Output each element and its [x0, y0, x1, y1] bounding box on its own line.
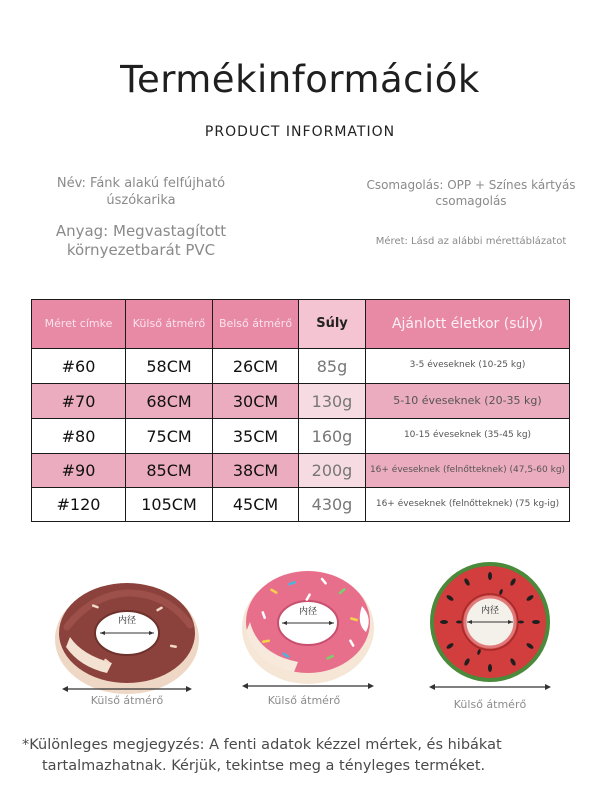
header-weight: Súly	[299, 300, 366, 349]
cell-weight: 430g	[299, 488, 366, 522]
cell-inner: 30CM	[213, 384, 299, 419]
inner-diameter-label: 内径	[117, 616, 136, 626]
cell-inner: 38CM	[213, 454, 299, 488]
page-title: Termékinformációk	[120, 58, 480, 101]
chocolate-donut-ring-image	[52, 575, 202, 700]
cell-weight: 85g	[299, 349, 366, 384]
header-size-label: Méret címke	[32, 300, 126, 349]
special-note	[22, 735, 582, 777]
info-size: Méret: Lásd az alábbi mérettáblázatot	[375, 236, 567, 247]
table-header-row	[32, 300, 570, 349]
cell-label: #120	[32, 488, 126, 522]
table-row	[32, 419, 570, 454]
info-material: Anyag: Megvastagított környezetbarát PVC	[55, 222, 227, 259]
table-row	[32, 349, 570, 384]
cell-age: 10-15 éveseknek (35-45 kg)	[366, 419, 570, 454]
cell-outer: 105CM	[126, 488, 213, 522]
cell-weight: 200g	[299, 454, 366, 488]
cell-weight: 160g	[299, 419, 366, 454]
cell-age: 5-10 éveseknek (20-35 kg)	[366, 384, 570, 419]
info-name: Név: Fánk alakú felfújható úszókarika	[56, 176, 226, 208]
cell-inner: 35CM	[213, 419, 299, 454]
cell-label: #80	[32, 419, 126, 454]
cell-outer: 75CM	[126, 419, 213, 454]
cell-age: 3-5 éveseknek (10-25 kg)	[366, 349, 570, 384]
pink-donut-ring-image	[238, 566, 378, 691]
header-age: Ajánlott életkor (súly)	[366, 300, 570, 349]
cell-inner: 45CM	[213, 488, 299, 522]
outer-diameter-label: Külső átmérő	[453, 698, 527, 711]
table-row	[32, 454, 570, 488]
watermelon-ring-image	[425, 560, 555, 695]
table-row	[32, 384, 570, 419]
cell-outer: 58CM	[126, 349, 213, 384]
cell-outer: 85CM	[126, 454, 213, 488]
inner-diameter-label: 内径	[298, 607, 317, 617]
outer-diameter-label: Külső átmérő	[90, 694, 164, 707]
cell-age: 16+ éveseknek (felnőtteknek) (47,5-60 kg)	[366, 454, 570, 488]
cell-inner: 26CM	[213, 349, 299, 384]
header-inner-diameter: Belső átmérő	[213, 300, 299, 349]
cell-outer: 68CM	[126, 384, 213, 419]
cell-label: #60	[32, 349, 126, 384]
cell-age: 16+ éveseknek (felnőtteknek) (75 kg-ig)	[366, 488, 570, 522]
note-line-1: *Különleges megjegyzés: A fenti adatok kézzel mértek, és hibákat	[22, 737, 502, 753]
cell-label: #70	[32, 384, 126, 419]
page-subtitle: PRODUCT INFORMATION	[204, 124, 396, 140]
cell-weight: 130g	[299, 384, 366, 419]
cell-label: #90	[32, 454, 126, 488]
inner-diameter-label: 内径	[480, 606, 499, 616]
outer-diameter-label: Külső átmérő	[267, 694, 341, 707]
size-table	[31, 299, 570, 522]
info-packaging: Csomagolás: OPP + Színes kártyás csomagolás	[366, 178, 576, 208]
header-outer-diameter: Külső átmérő	[126, 300, 213, 349]
note-line-2: tartalmazhatnak. Kérjük, tekintse meg a tényleges terméket.	[42, 758, 486, 775]
table-row	[32, 488, 570, 522]
